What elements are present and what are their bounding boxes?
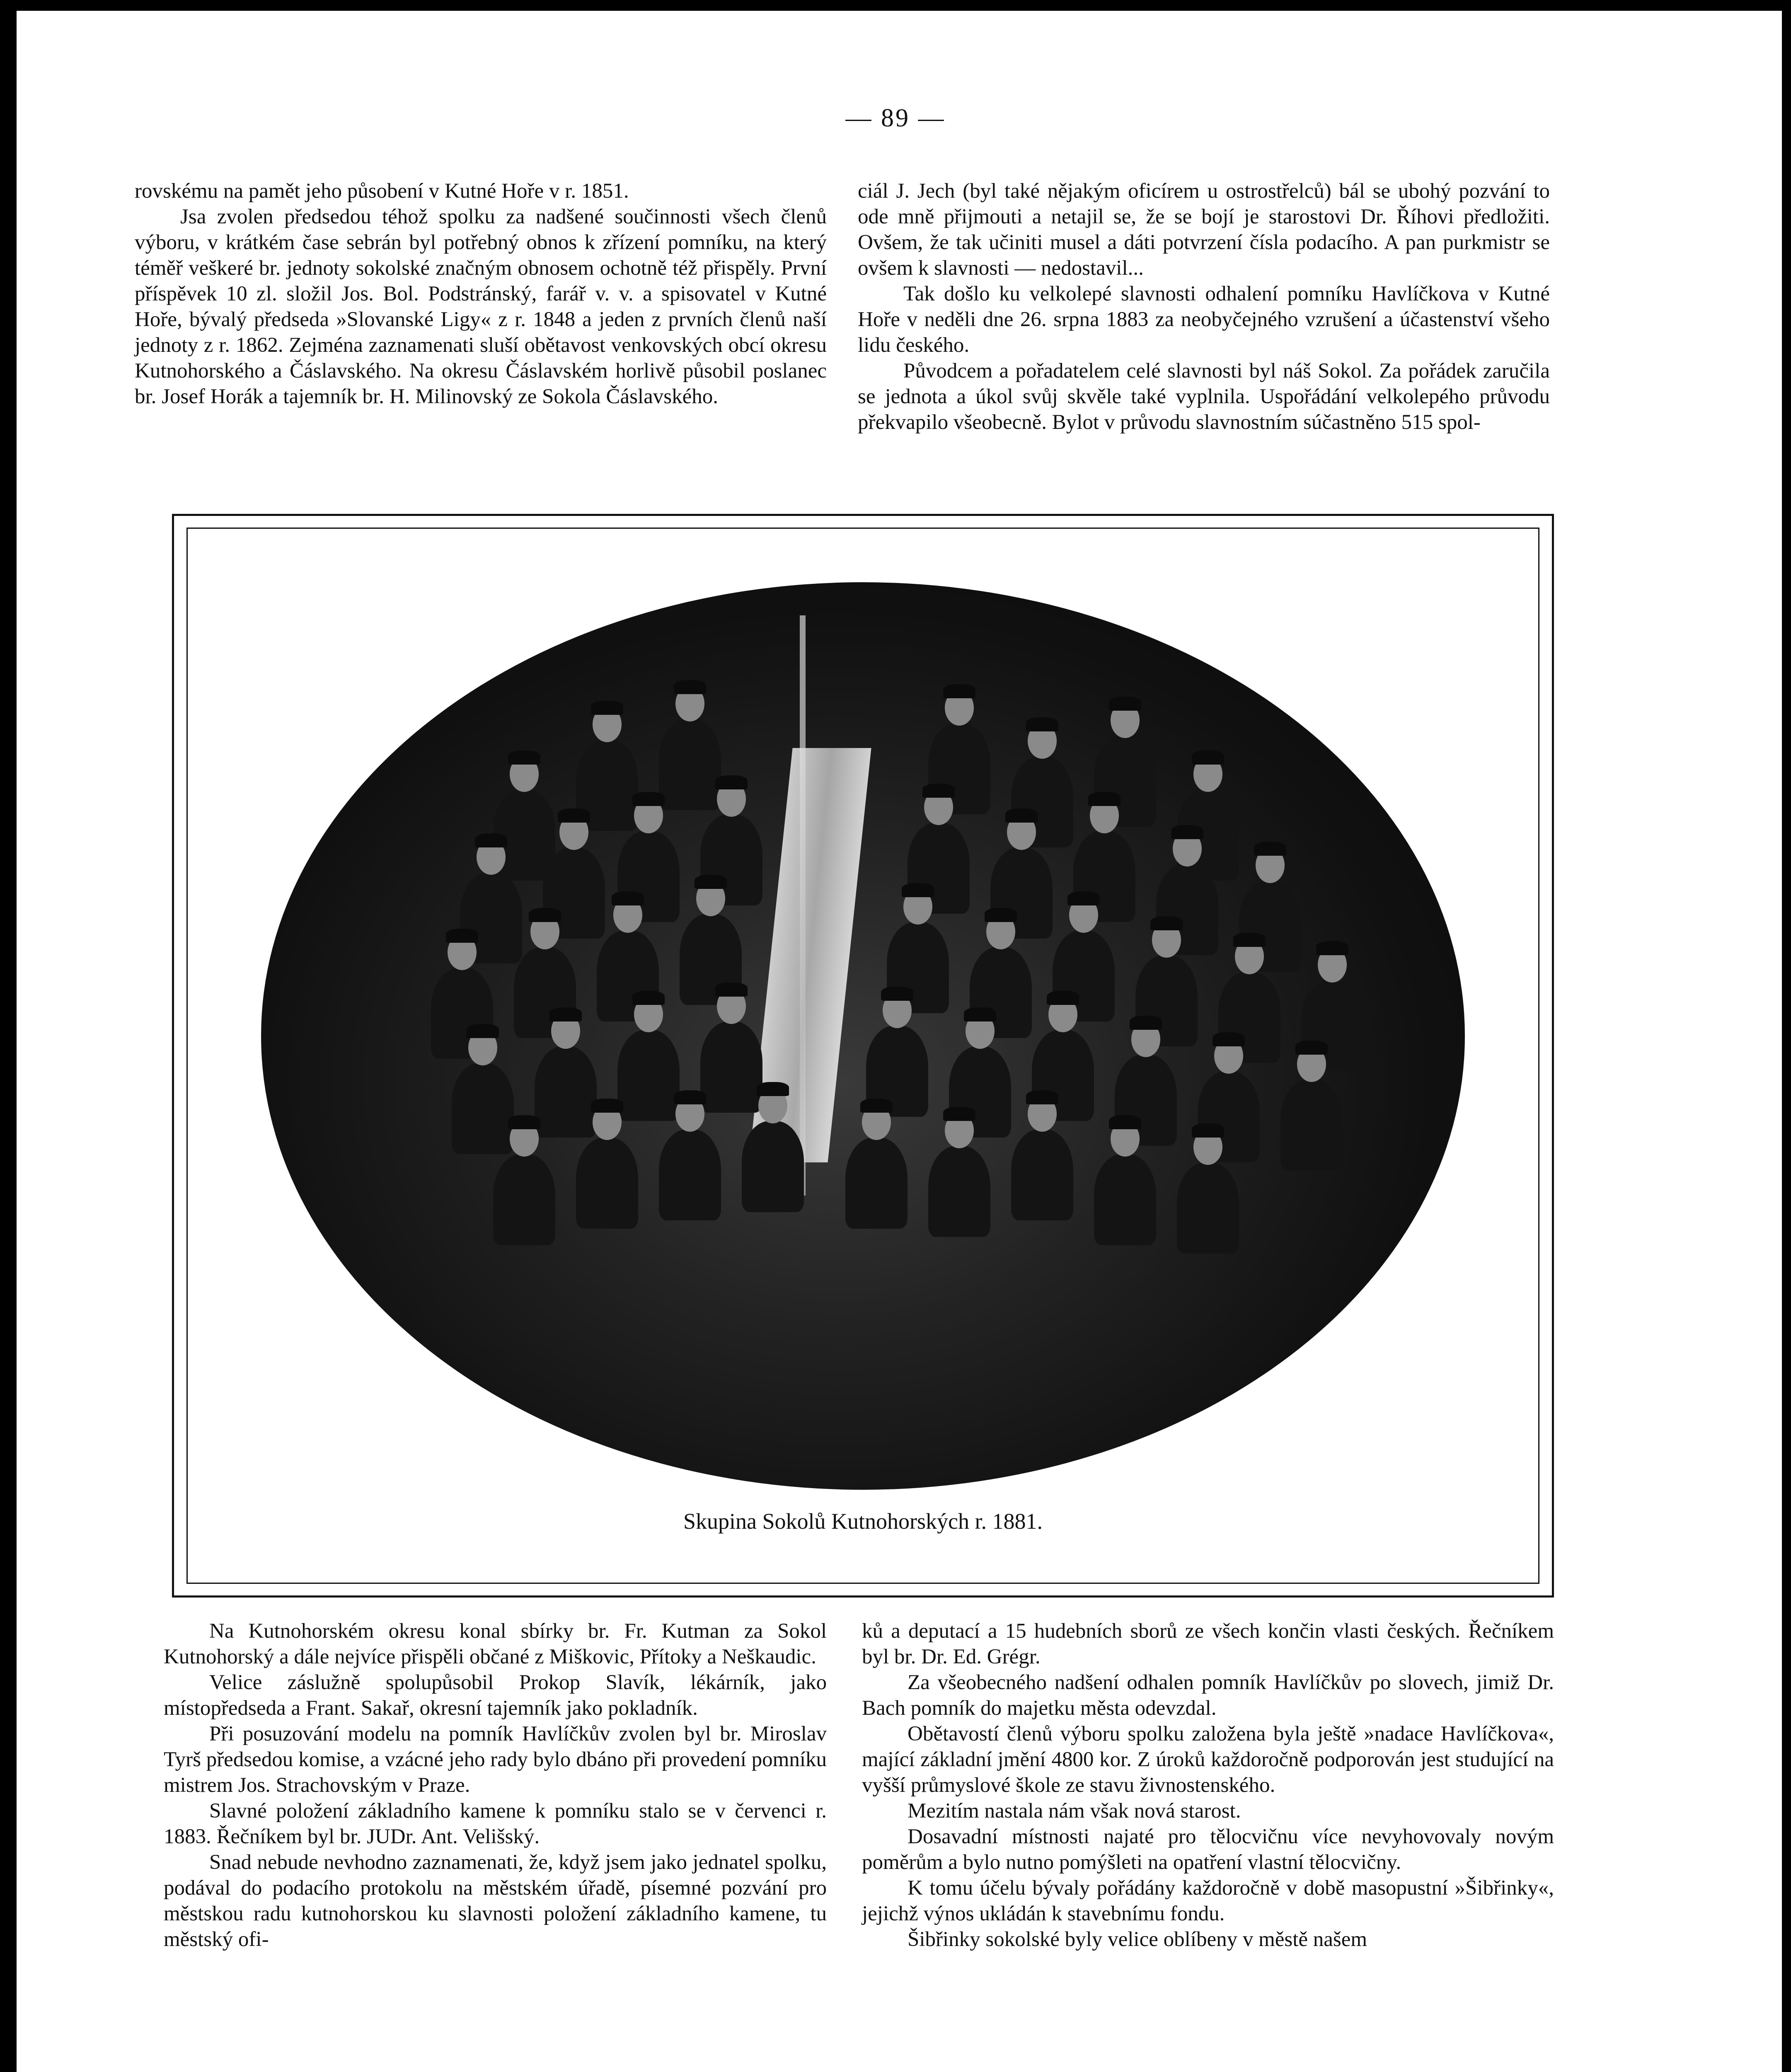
- scan-border-top: [0, 0, 1791, 11]
- paragraph: Mezitím nastala nám však nová starost.: [908, 1799, 1241, 1823]
- paragraph: ciál J. Jech (byl také nějakým oficírem u ostrostřelců) bál se ubohý pozvání to ode mně přijmouti a netajil se, že se bojí je starostovi Dr. Říhovi předložiti. Ovšem, že tak učiniti musel a dáti potvrzení čísla podacího. A pan purkmistr se ovšem k slavnosti — nedostavil...: [858, 179, 1550, 280]
- paragraph: Velice záslužně spolupůsobil Prokop Slavík, lékárník, jako místopředseda a Frant. Sakař, okresní tajemník jako pokladník.: [164, 1671, 827, 1720]
- paragraph: Šibřinky sokolské byly velice oblíbeny v městě našem: [908, 1928, 1367, 1951]
- group-photograph: [261, 582, 1465, 1490]
- paragraph: K tomu účelu bývaly pořádány každoročně v době masopustní »Šibřinky«, jejichž výnos ukládán k stavebnímu fondu.: [862, 1876, 1554, 1925]
- paragraph: Jsa zvolen předsedou téhož spolku za nadšené součinnosti všech členů výboru, v krátkém čase sebrán byl potřebný obnos k zřízení pomníku, na který téměř veškeré br. jednoty sokolské značným obnosem ochotně též přispěly. První příspěvek 10 zl. složil Jos. Bol. Podstránský, farář v. v. a spisovatel v Kutné Hoře, bývalý předseda »Slovanské Ligy« z r. 1848 a jeden z prvních členů naší jednoty z r. 1862. Zejména zaznamenati sluší obětavost venkovských obcí okresu Kutnohorského a Čáslavského. Na okresu Čáslavském horlivě působil poslanec br. Josef Horák a tajemník br. H. Milinovský ze Sokola Čáslavského.: [135, 205, 827, 408]
- paragraph: Původcem a pořadatelem celé slavnosti byl náš Sokol. Za pořádek zaručila se jednota a úkol svůj skvěle také vyplnila. Uspořádání velkolepého průvodu překvapilo všeobecně. Bylot v průvodu slavnostním súčastněno 515 spol-: [858, 359, 1550, 434]
- page-number: — 89 —: [845, 104, 946, 132]
- paragraph: Při posuzování modelu na pomník Havlíčkův zvolen byl br. Miroslav Tyrš předsedou komise, a vzácné jeho rady bylo dbáno při provedení pomníku mistrem Jos. Strachovským v Praze.: [164, 1722, 827, 1797]
- paragraph: Snad nebude nevhodno zaznamenati, že, když jsem jako jednatel spolku, podával do podacího protokolu na městském úřadě, písemné pozvání pro městskou radu kutnohorskou ku slavnosti položení základního kamene, tu městský ofi-: [164, 1851, 827, 1951]
- text-column-top-right: [858, 178, 1550, 435]
- paragraph: Za všeobecného nadšení odhalen pomník Havlíčkův po slovech, jimiž Dr. Bach pomník do majetku města odevzdal.: [862, 1671, 1554, 1720]
- paragraph: Dosavadní místnosti najaté pro tělocvičnu více nevyhovovaly novým poměrům a bylo nutno pomýšleti na opatření vlastní tělocvičny.: [862, 1825, 1554, 1874]
- paragraph: Tak došlo ku velkolepé slavnosti odhalení pomníku Havlíčkova v Kutné Hoře v neděli dne 26. srpna 1883 za neobyčejného vzrušení a účastenství všeho lidu českého.: [858, 282, 1550, 357]
- scan-border-right: [1782, 0, 1791, 2072]
- paragraph: ků a deputací a 15 hudebních sborů ze všech končin vlasti českých. Řečníkem byl br. Dr. Ed. Grégr.: [862, 1619, 1554, 1668]
- text-column-top-left: [135, 178, 827, 409]
- text-column-bottom-right: [862, 1618, 1554, 1952]
- text-column-bottom-left: [164, 1618, 827, 1952]
- paragraph: Slavné položení základního kamene k pomníku stalo se v červenci r. 1883. Řečníkem byl br. JUDr. Ant. Velišský.: [164, 1799, 827, 1848]
- paragraph: Obětavostí členů výboru spolku založena byla ještě »nadace Havlíčkova«, mající základní jmění 4800 kor. Z úroků každoročně podporován jest studující na vyšší průmyslové škole ze stavu živnostenského.: [862, 1722, 1554, 1797]
- scan-border-left: [0, 0, 17, 2072]
- figure-caption: Skupina Sokolů Kutnohorských r. 1881.: [683, 1509, 1043, 1534]
- paragraph: Na Kutnohorském okresu konal sbírky br. Fr. Kutman za Sokol Kutnohorský a dále nejvíce přispěli občané z Miškovic, Přítoky a Neškaudic.: [164, 1619, 827, 1668]
- paragraph: rovskému na pamět jeho působení v Kutné Hoře v r. 1851.: [135, 179, 629, 203]
